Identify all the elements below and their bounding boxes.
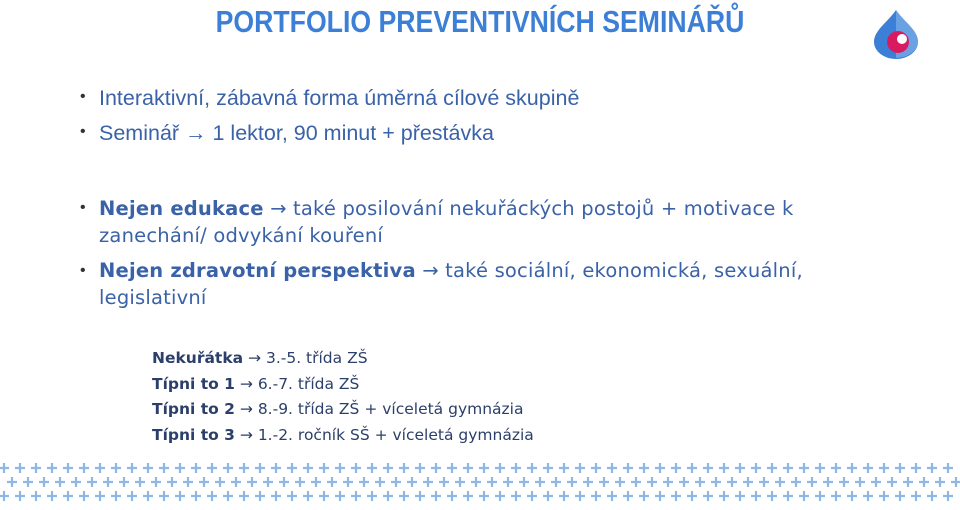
- plus-mark: [583, 477, 593, 487]
- plus-mark: [463, 491, 473, 501]
- plus-mark: [399, 463, 409, 473]
- plus-mark: [255, 491, 265, 501]
- plus-mark: [751, 491, 761, 501]
- plus-mark: [135, 477, 145, 487]
- plus-mark: [799, 463, 809, 473]
- plus-mark: [591, 491, 601, 501]
- plus-mark: [111, 491, 121, 501]
- plus-mark: [927, 491, 937, 501]
- plus-mark: [295, 477, 305, 487]
- bullet-dot: •: [80, 123, 86, 140]
- plus-mark: [7, 477, 17, 487]
- program-row: [152, 375, 359, 393]
- plus-mark: [879, 463, 889, 473]
- plus-mark: [327, 477, 337, 487]
- plus-mark: [759, 477, 769, 487]
- plus-mark: [567, 477, 577, 487]
- plus-mark: [687, 491, 697, 501]
- plus-mark: [159, 491, 169, 501]
- plus-mark: [703, 491, 713, 501]
- drop-logo-icon: [872, 8, 920, 60]
- plus-mark: [439, 477, 449, 487]
- program-row: [152, 426, 534, 444]
- plus-mark: [151, 477, 161, 487]
- program-name: Nekuřátka: [152, 349, 244, 367]
- bullet-text: Seminář → 1 lektor, 90 minut + přestávka: [99, 121, 494, 145]
- plus-mark: [351, 463, 361, 473]
- plus-mark: [215, 477, 225, 487]
- plus-mark: [559, 463, 569, 473]
- plus-mark: [415, 463, 425, 473]
- bullet-strong: Nejen edukace: [99, 197, 264, 220]
- plus-mark: [895, 491, 905, 501]
- plus-mark: [55, 477, 65, 487]
- plus-mark: [207, 491, 217, 501]
- plus-mark: [31, 463, 41, 473]
- plus-mark: [559, 491, 569, 501]
- plus-mark: [551, 477, 561, 487]
- plus-mark: [367, 491, 377, 501]
- plus-mark: [655, 491, 665, 501]
- plus-mark: [783, 463, 793, 473]
- plus-mark: [903, 477, 913, 487]
- plus-mark: [503, 477, 513, 487]
- plus-mark: [847, 463, 857, 473]
- program-name: Típni to 1: [152, 375, 235, 393]
- plus-mark: [79, 491, 89, 501]
- plus-mark: [807, 477, 817, 487]
- plus-mark: [447, 463, 457, 473]
- plus-mark: [383, 463, 393, 473]
- program-arrow: →: [234, 400, 258, 418]
- plus-mark: [615, 477, 625, 487]
- plus-mark: [431, 463, 441, 473]
- plus-mark: [495, 491, 505, 501]
- plus-mark: [95, 463, 105, 473]
- plus-mark: [199, 477, 209, 487]
- plus-mark: [143, 463, 153, 473]
- program-arrow: →: [234, 375, 258, 393]
- plus-mark: [703, 463, 713, 473]
- plus-mark: [495, 463, 505, 473]
- plus-mark: [343, 477, 353, 487]
- program-arrow: →: [234, 426, 258, 444]
- plus-mark: [391, 477, 401, 487]
- plus-mark: [111, 463, 121, 473]
- plus-mark: [79, 463, 89, 473]
- plus-mark: [127, 463, 137, 473]
- plus-mark: [927, 463, 937, 473]
- plus-mark: [207, 463, 217, 473]
- plus-mark: [639, 463, 649, 473]
- plus-mark: [87, 477, 97, 487]
- program-row: [152, 400, 524, 418]
- plus-mark: [375, 477, 385, 487]
- plus-mark: [711, 477, 721, 487]
- plus-mark: [631, 477, 641, 487]
- plus-mark: [599, 477, 609, 487]
- program-target: 8.-9. třída ZŠ + víceletá gymnázia: [257, 400, 524, 418]
- program-target: 1.-2. ročník SŠ + víceletá gymnázia: [257, 426, 534, 444]
- plus-mark: [191, 463, 201, 473]
- plus-mark: [223, 491, 233, 501]
- plus-mark: [655, 463, 665, 473]
- bullet-strong: Nejen zdravotní perspektiva: [99, 259, 416, 282]
- plus-mark: [695, 477, 705, 487]
- plus-mark: [423, 477, 433, 487]
- plus-mark: [543, 463, 553, 473]
- plus-mark: [527, 463, 537, 473]
- plus-mark: [231, 477, 241, 487]
- plus-mark: [103, 477, 113, 487]
- plus-mark: [847, 491, 857, 501]
- plus-mark: [479, 491, 489, 501]
- plus-mark: [311, 477, 321, 487]
- plus-mark: [367, 463, 377, 473]
- plus-mark: [487, 477, 497, 487]
- plus-mark: [639, 491, 649, 501]
- plus-mark: [735, 491, 745, 501]
- plus-mark: [407, 477, 417, 487]
- plus-mark: [623, 463, 633, 473]
- plus-mark: [15, 491, 25, 501]
- plus-mark: [863, 463, 873, 473]
- plus-mark: [943, 491, 953, 501]
- plus-mark: [671, 463, 681, 473]
- plus-mark: [831, 491, 841, 501]
- bullet-text: Interaktivní, zábavná forma úměrná cílové skupině: [99, 86, 580, 110]
- plus-mark: [519, 477, 529, 487]
- plus-mark: [351, 491, 361, 501]
- program-target: 3.-5. třída ZŠ: [265, 349, 368, 367]
- plus-mark: [735, 463, 745, 473]
- plus-mark: [335, 463, 345, 473]
- bullet-line: [99, 197, 794, 220]
- plus-mark: [855, 477, 865, 487]
- plus-mark: [223, 463, 233, 473]
- plus-mark: [0, 463, 9, 473]
- plus-mark: [951, 477, 960, 487]
- plus-mark: [287, 463, 297, 473]
- plus-mark: [0, 491, 9, 501]
- plus-mark: [607, 491, 617, 501]
- plus-mark: [399, 491, 409, 501]
- program-row: [152, 349, 368, 367]
- program-target: 6.-7. třída ZŠ: [257, 375, 360, 393]
- plus-mark: [511, 491, 521, 501]
- plus-pattern-decoration: [0, 462, 960, 510]
- plus-mark: [287, 491, 297, 501]
- plus-mark: [335, 491, 345, 501]
- plus-mark: [671, 491, 681, 501]
- plus-mark: [183, 477, 193, 487]
- plus-mark: [767, 463, 777, 473]
- plus-mark: [719, 491, 729, 501]
- plus-mark: [791, 477, 801, 487]
- plus-mark: [943, 463, 953, 473]
- plus-mark: [935, 477, 945, 487]
- program-name: Típni to 3: [152, 426, 235, 444]
- plus-mark: [63, 491, 73, 501]
- plus-mark: [271, 463, 281, 473]
- plus-mark: [191, 491, 201, 501]
- program-arrow: →: [243, 349, 266, 367]
- bullet-dot: •: [80, 88, 86, 105]
- plus-mark: [143, 491, 153, 501]
- plus-mark: [911, 491, 921, 501]
- plus-mark: [303, 463, 313, 473]
- plus-mark: [647, 477, 657, 487]
- plus-mark: [623, 491, 633, 501]
- plus-mark: [447, 491, 457, 501]
- plus-mark: [119, 477, 129, 487]
- plus-mark: [783, 491, 793, 501]
- plus-mark: [175, 463, 185, 473]
- plus-mark: [535, 477, 545, 487]
- plus-mark: [23, 477, 33, 487]
- plus-mark: [663, 477, 673, 487]
- plus-mark: [479, 463, 489, 473]
- plus-mark: [887, 477, 897, 487]
- plus-mark: [255, 463, 265, 473]
- plus-mark: [383, 491, 393, 501]
- plus-mark: [31, 491, 41, 501]
- plus-mark: [39, 477, 49, 487]
- plus-mark: [175, 491, 185, 501]
- plus-mark: [775, 477, 785, 487]
- plus-mark: [607, 463, 617, 473]
- plus-mark: [455, 477, 465, 487]
- plus-mark: [767, 491, 777, 501]
- plus-mark: [463, 463, 473, 473]
- plus-mark: [159, 463, 169, 473]
- plus-mark: [919, 477, 929, 487]
- plus-mark: [471, 477, 481, 487]
- plus-mark: [271, 491, 281, 501]
- plus-mark: [303, 491, 313, 501]
- plus-mark: [15, 463, 25, 473]
- plus-mark: [47, 491, 57, 501]
- plus-mark: [743, 477, 753, 487]
- plus-mark: [511, 463, 521, 473]
- plus-mark: [415, 491, 425, 501]
- plus-mark: [359, 477, 369, 487]
- bullet-line: [99, 259, 803, 282]
- plus-mark: [871, 477, 881, 487]
- plus-mark: [815, 463, 825, 473]
- plus-mark: [823, 477, 833, 487]
- plus-mark: [575, 491, 585, 501]
- plus-mark: [591, 463, 601, 473]
- program-name: Típni to 2: [152, 400, 235, 418]
- bullet-continuation: zanechání/ odvykání kouření: [99, 224, 384, 247]
- plus-mark: [263, 477, 273, 487]
- plus-mark: [63, 463, 73, 473]
- plus-mark: [895, 463, 905, 473]
- plus-mark: [543, 491, 553, 501]
- plus-mark: [47, 463, 57, 473]
- plus-mark: [239, 463, 249, 473]
- plus-mark: [719, 463, 729, 473]
- plus-mark: [431, 491, 441, 501]
- plus-mark: [239, 491, 249, 501]
- plus-mark: [575, 463, 585, 473]
- plus-mark: [839, 477, 849, 487]
- plus-mark: [279, 477, 289, 487]
- plus-mark: [727, 477, 737, 487]
- plus-mark: [167, 477, 177, 487]
- plus-mark: [863, 491, 873, 501]
- plus-mark: [815, 491, 825, 501]
- bullet-rest: → také posilování nekuřáckých postojů + motivace k: [263, 197, 794, 220]
- plus-mark: [679, 477, 689, 487]
- plus-mark: [831, 463, 841, 473]
- plus-mark: [879, 491, 889, 501]
- plus-mark: [247, 477, 257, 487]
- plus-mark: [751, 463, 761, 473]
- plus-mark: [527, 491, 537, 501]
- plus-mark: [687, 463, 697, 473]
- plus-mark: [319, 491, 329, 501]
- slide-title: PORTFOLIO PREVENTIVNÍCH SEMINÁŘŮ: [215, 4, 745, 39]
- bullet-dot: •: [80, 199, 86, 216]
- plus-mark: [911, 463, 921, 473]
- bullet-rest: → také sociální, ekonomická, sexuální,: [415, 259, 803, 282]
- plus-mark: [319, 463, 329, 473]
- plus-mark: [95, 491, 105, 501]
- plus-mark: [799, 491, 809, 501]
- bullet-continuation: legislativní: [99, 286, 207, 309]
- plus-mark: [71, 477, 81, 487]
- bullet-dot: •: [80, 262, 86, 279]
- plus-mark: [127, 491, 137, 501]
